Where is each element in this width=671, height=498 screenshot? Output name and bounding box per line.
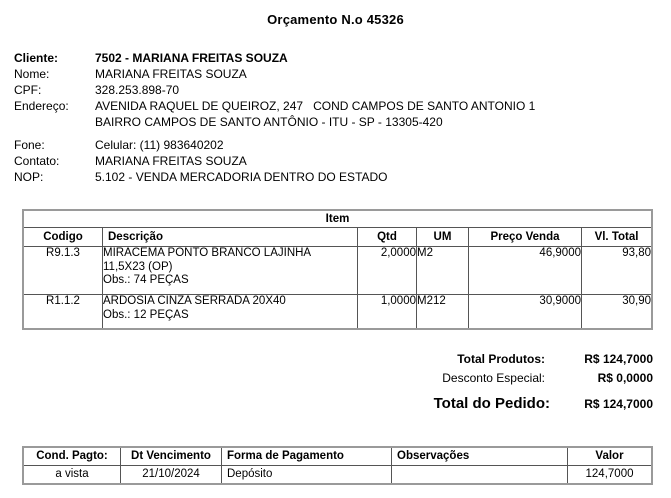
customer-row-nome (14, 66, 659, 82)
customer-value-contato: MARIANA FREITAS SOUZA (95, 154, 247, 168)
item-vl-total: 93,80 (582, 247, 653, 295)
customer-label-contato: Contato: (14, 154, 60, 168)
table-row (23, 247, 652, 295)
items-col-descricao: Descrição (103, 228, 358, 247)
item-descricao-line2: 11,5X23 (OP) (103, 260, 173, 273)
payment-col-forma-pagamento: Forma de Pagamento (222, 447, 392, 466)
payment-valor: 124,7000 (568, 466, 653, 485)
item-descricao (103, 295, 358, 329)
desconto-especial-value: R$ 0,0000 (597, 371, 653, 385)
customer-label-endereco: Endereço: (14, 99, 69, 113)
item-descricao-line1: MIRACEMA PONTO BRANCO LAJINHA (103, 247, 312, 259)
customer-value-cpf: 328.253.898-70 (95, 83, 180, 97)
item-descricao-obs: Obs.: 12 PEÇAS (103, 308, 189, 321)
table-row (23, 466, 652, 485)
total-produtos-label: Total Produtos: (457, 352, 545, 366)
total-pedido-label: Total do Pedido: (433, 395, 550, 412)
items-col-um: UM (417, 228, 469, 247)
customer-row-cpf (14, 82, 659, 98)
item-codigo: R9.1.3 (23, 247, 103, 295)
items-col-vl-total: Vl. Total (582, 228, 653, 247)
customer-row-cliente (14, 50, 659, 66)
total-produtos-row (353, 352, 653, 371)
total-pedido-row (353, 395, 653, 419)
payment-forma-pagamento: Depósito (222, 466, 392, 485)
total-pedido-value: R$ 124,7000 (584, 397, 653, 411)
customer-value-endereco-line2: BAIRRO CAMPOS DE SANTO ANTÔNIO - ITU - SP - 13305-420 (95, 115, 443, 129)
item-qtd: 1,0000 (358, 295, 417, 329)
item-descricao-obs: Obs.: 74 PEÇAS (103, 274, 189, 286)
table-row (23, 295, 652, 329)
item-descricao (103, 247, 358, 295)
payment-conditions-table (22, 446, 653, 485)
customer-value-nome: MARIANA FREITAS SOUZA (95, 67, 247, 81)
customer-row-endereco (14, 98, 659, 114)
items-col-codigo: Codigo (23, 228, 103, 247)
items-group-header: Item (23, 210, 652, 228)
customer-label-cliente: Cliente: (14, 51, 59, 65)
payment-col-observacoes: Observações (392, 447, 568, 466)
item-descricao-line1: ARDOSIA CINZA SERRADA 20X40 (103, 295, 286, 307)
item-qtd: 2,0000 (358, 247, 417, 295)
payment-col-valor: Valor (568, 447, 653, 466)
item-preco-venda: 30,9000 (469, 295, 582, 329)
items-group-header-row (23, 210, 652, 228)
totals-section (353, 352, 653, 419)
customer-value-endereco: AVENIDA RAQUEL DE QUEIROZ, 247 COND CAMPOS DE SANTO ANTONIO 1 (95, 99, 536, 113)
customer-value-fone: Celular: (11) 983640202 (95, 138, 224, 152)
customer-row-nop (14, 169, 659, 185)
item-vl-total: 30,90 (582, 295, 653, 329)
items-column-header-row (23, 228, 652, 247)
customer-label-nop: NOP: (14, 170, 44, 184)
payment-col-dt-vencimento: Dt Vencimento (121, 447, 222, 466)
customer-label-fone: Fone: (14, 138, 45, 152)
item-preco-venda: 46,9000 (469, 247, 582, 295)
items-table (22, 209, 653, 330)
items-col-qtd: Qtd (358, 228, 417, 247)
payment-observacoes (392, 466, 568, 485)
customer-info-block (14, 50, 659, 185)
items-col-preco-venda: Preço Venda (469, 228, 582, 247)
customer-label-nome: Nome: (14, 67, 50, 81)
page-title: Orçamento N.o 45326 (267, 12, 404, 27)
item-codigo: R1.1.2 (23, 295, 103, 329)
total-produtos-value: R$ 124,7000 (584, 352, 653, 366)
payment-col-cond-pagto: Cond. Pagto: (23, 447, 121, 466)
customer-value-cliente: 7502 - MARIANA FREITAS SOUZA (95, 51, 288, 65)
desconto-especial-row (353, 371, 653, 390)
customer-row-contato (14, 153, 659, 169)
payment-header-row (23, 447, 652, 466)
customer-label-cpf: CPF: (14, 83, 42, 97)
payment-cond-pagto: a vista (23, 466, 121, 485)
desconto-especial-label: Desconto Especial: (442, 371, 545, 385)
item-um: M212 (417, 295, 469, 329)
customer-value-nop: 5.102 - VENDA MERCADORIA DENTRO DO ESTADO (95, 170, 388, 184)
item-um: M2 (417, 247, 469, 295)
payment-dt-vencimento: 21/10/2024 (121, 466, 222, 485)
customer-row-fone (14, 137, 659, 153)
